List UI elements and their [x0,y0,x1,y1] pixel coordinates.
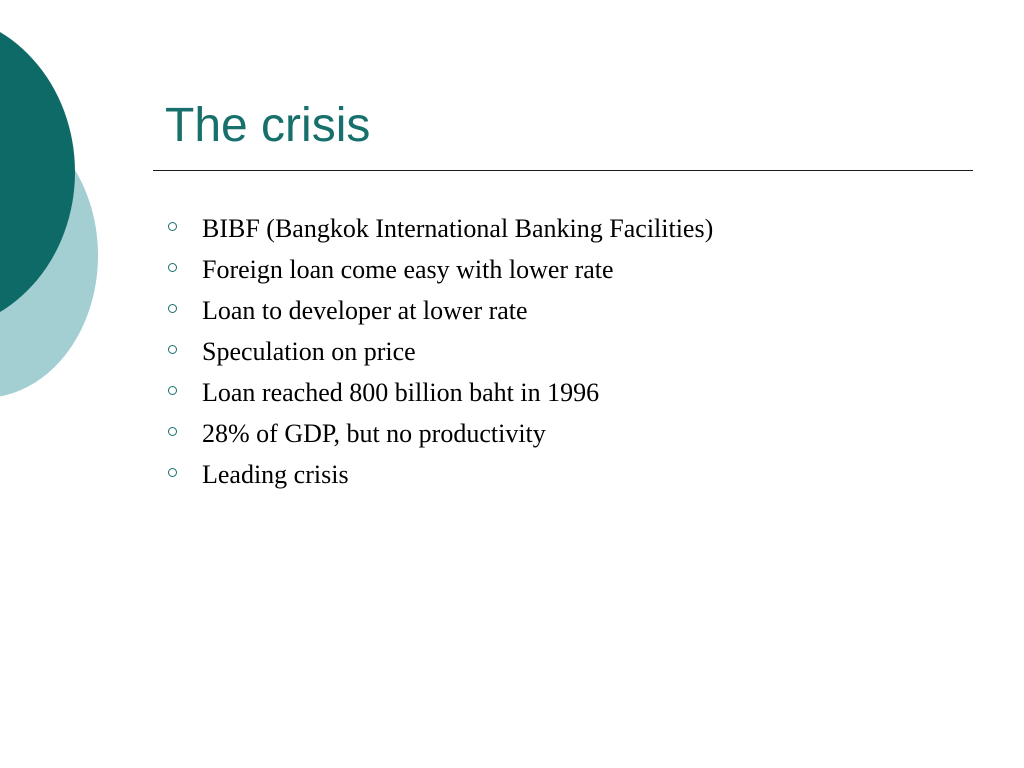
slide-title: The crisis [165,99,371,152]
bullet-text: Foreign loan come easy with lower rate [202,255,614,284]
bullet-circle-icon [168,304,177,313]
bullet-circle-icon [168,386,177,395]
bullet-circle-icon [168,468,177,477]
bullet-text: Speculation on price [202,337,416,366]
bullet-text: Loan reached 800 billion baht in 1996 [202,378,600,407]
bullet-text: BIBF (Bangkok International Banking Facilities) [202,214,714,243]
bullet-circle-icon [168,222,177,231]
bullet-circle-icon [168,345,177,354]
bullet-circle-icon [168,263,177,272]
bullet-text: Leading crisis [202,460,349,489]
bullet-circle-icon [168,427,177,436]
bullet-text: 28% of GDP, but no productivity [202,419,546,448]
bullet-text: Loan to developer at lower rate [202,296,528,325]
title-divider [153,170,973,171]
